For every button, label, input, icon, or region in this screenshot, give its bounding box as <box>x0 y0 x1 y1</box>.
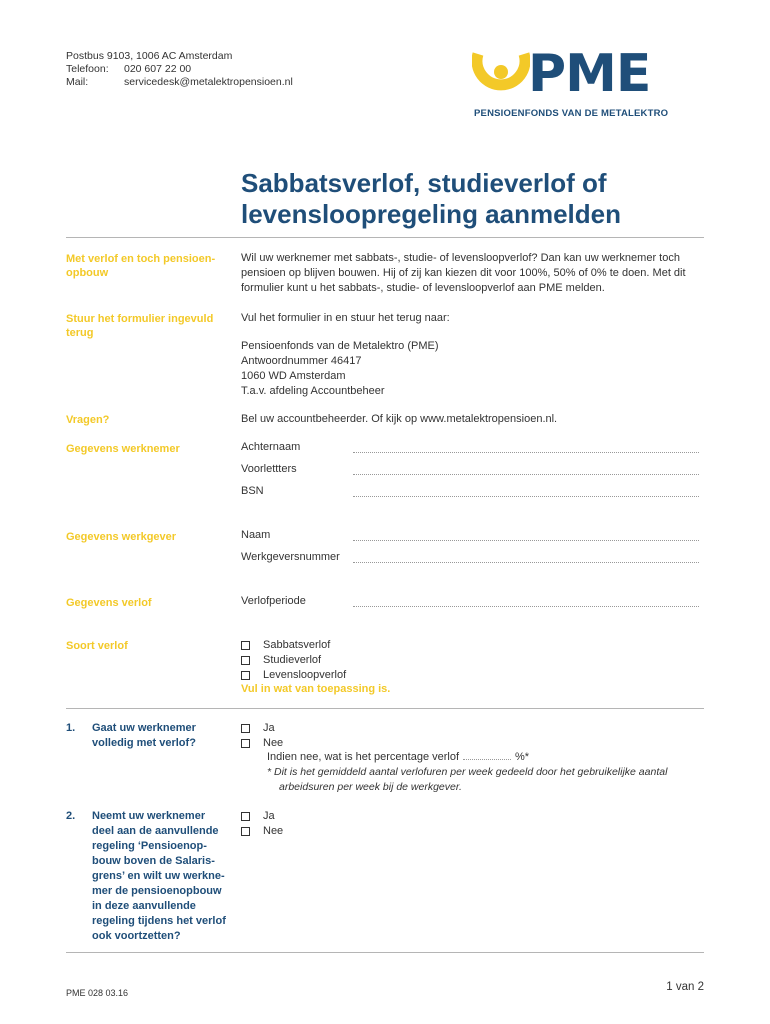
checkbox-box[interactable] <box>241 812 250 821</box>
address-line-1: Pensioenfonds van de Metalektro (PME) <box>241 340 439 352</box>
percentage-field[interactable] <box>267 751 529 763</box>
checkbox-label: Ja <box>263 722 275 734</box>
bsn-field[interactable] <box>241 485 699 501</box>
verlofperiode-input-line[interactable] <box>353 606 699 607</box>
question-2-number: 2. <box>66 810 76 822</box>
question-1-number: 1. <box>66 722 76 734</box>
logo-tagline: PENSIOENFONDS VAN DE METALEKTRO <box>474 108 669 119</box>
checkbox-box[interactable] <box>241 656 250 665</box>
leave-type-note: Vul in wat van toepassing is. <box>241 683 391 695</box>
footnote-line-1: * Dit is het gemiddeld aantal verlofuren per week gedeeld door het gebruikelijke aantal <box>267 766 668 778</box>
q2-option-no[interactable] <box>241 824 283 839</box>
voorletters-input-line[interactable] <box>353 474 699 475</box>
question-2-line: mer de pensioenopbouw <box>92 885 222 897</box>
address-line-2: Antwoordnummer 46417 <box>241 355 362 367</box>
question-2-line: in deze aanvullende <box>92 900 196 912</box>
mail-value: servicedesk@metalektropensioen.nl <box>124 76 293 88</box>
pme-logo-mark-icon <box>472 44 530 102</box>
question-2-line: bouw boven de Salaris- <box>92 855 215 867</box>
percentage-footnote <box>267 765 707 795</box>
mail-row <box>66 76 293 89</box>
address-line-3: 1060 WD Amsterdam <box>241 370 346 382</box>
return-instruction: Vul het formulier in en stuur het terug naar: <box>241 312 450 324</box>
percentage-suffix: %* <box>515 751 530 763</box>
checkbox-sabbatsverlof[interactable] <box>241 638 330 653</box>
contact-block <box>66 50 293 89</box>
werkgeversnummer-input-line[interactable] <box>353 562 699 563</box>
checkbox-label: Ja <box>263 810 275 822</box>
footnote-line-2: arbeidsuren per week bij de werkgever. <box>279 781 462 793</box>
percentage-prefix: Indien nee, wat is het percentage verlof <box>267 751 460 763</box>
verlofperiode-label: Verlofperiode <box>241 595 306 607</box>
question-2-line: Neemt uw werknemer <box>92 810 206 822</box>
checkbox-box[interactable] <box>241 671 250 680</box>
address-line-4: T.a.v. afdeling Accountbeheer <box>241 385 385 397</box>
verlofperiode-field[interactable] <box>241 595 699 611</box>
checkbox-label: Nee <box>263 737 284 749</box>
logo-wordmark: PME <box>528 44 651 104</box>
question-1-line-2: volledig met verlof? <box>92 737 196 749</box>
intro-text-line-2: pensioen op blijven bouwen. Hij of zij kan kiezen dit voor 100%, 50% of 0% te doen. Met dit <box>241 267 686 279</box>
section-label-verlof-line-1: Met verlof en toch pensioen- <box>66 253 216 265</box>
divider <box>66 952 704 953</box>
title-line-1: Sabbatsverlof, studieverlof of <box>241 168 607 198</box>
checkbox-box[interactable] <box>241 724 250 733</box>
question-1-text <box>92 721 237 751</box>
werkgeversnummer-label: Werkgeversnummer <box>241 551 340 563</box>
q1-option-no[interactable] <box>241 736 283 751</box>
section-label-return <box>66 312 226 340</box>
return-address <box>241 339 706 399</box>
checkbox-box[interactable] <box>241 641 250 650</box>
checkbox-box[interactable] <box>241 827 250 836</box>
question-2-line: regeling ‘Pensioenop- <box>92 840 207 852</box>
section-label-verlof-line-2: opbouw <box>66 267 109 279</box>
q1-option-yes[interactable] <box>241 721 275 736</box>
section-label-return-line-2: terug <box>66 327 94 339</box>
intro-text <box>241 251 706 296</box>
bsn-label: BSN <box>241 485 264 497</box>
section-label-employer: Gegevens werkgever <box>66 531 177 543</box>
divider <box>66 237 704 238</box>
question-2-line: ook voortzetten? <box>92 930 181 942</box>
checkbox-levensloopverlof[interactable] <box>241 668 346 683</box>
achternaam-input-line[interactable] <box>353 452 699 453</box>
naam-input-line[interactable] <box>353 540 699 541</box>
question-2-line: grens’ en wilt uw werkne- <box>92 870 225 882</box>
achternaam-field[interactable] <box>241 441 699 457</box>
pme-logo <box>472 44 682 122</box>
questions-text: Bel uw accountbeheerder. Of kijk op www.metalektropensioen.nl. <box>241 413 558 425</box>
page-number: 1 van 2 <box>666 981 704 993</box>
divider <box>66 708 704 709</box>
bsn-input-line[interactable] <box>353 496 699 497</box>
section-label-questions: Vragen? <box>66 414 110 426</box>
question-2-line: regeling tijdens het verlof <box>92 915 226 927</box>
q2-option-yes[interactable] <box>241 809 275 824</box>
title-line-2: levensloopregeling aanmelden <box>241 199 621 229</box>
checkbox-box[interactable] <box>241 739 250 748</box>
checkbox-label: Studieverlof <box>263 654 322 666</box>
percentage-input-line[interactable] <box>463 759 511 760</box>
checkbox-label: Sabbatsverlof <box>263 639 331 651</box>
phone-value: 020 607 22 00 <box>124 63 192 75</box>
werkgeversnummer-field[interactable] <box>241 551 699 567</box>
checkbox-studieverlof[interactable] <box>241 653 321 668</box>
naam-label: Naam <box>241 529 271 541</box>
phone-label: Telefoon: <box>66 63 109 75</box>
naam-field[interactable] <box>241 529 699 545</box>
postbus-address: Postbus 9103, 1006 AC Amsterdam <box>66 50 233 62</box>
section-label-verlof <box>66 252 226 280</box>
question-1-line-1: Gaat uw werknemer <box>92 722 196 734</box>
checkbox-label: Levensloopverlof <box>263 669 347 681</box>
page-title <box>241 168 701 230</box>
form-code: PME 028 03.16 <box>66 988 129 998</box>
voorletters-field[interactable] <box>241 463 699 479</box>
question-2-text <box>92 809 237 944</box>
intro-text-line-1: Wil uw werknemer met sabbats-, studie- of levensloopverlof? Dan kan uw werknemer toch <box>241 252 680 264</box>
section-label-leave-data: Gegevens verlof <box>66 597 152 609</box>
question-2-line: deel aan de aanvullende <box>92 825 219 837</box>
section-label-return-line-1: Stuur het formulier ingevuld <box>66 313 214 325</box>
intro-text-line-3: formulier kunt u het sabbats-, studie- of levensloopverlof aan PME melden. <box>241 282 605 294</box>
checkbox-label: Nee <box>263 825 284 837</box>
phone-row <box>66 63 293 76</box>
voorletters-label: Voorlettters <box>241 463 297 475</box>
mail-label: Mail: <box>66 76 89 88</box>
section-label-leave-type: Soort verlof <box>66 640 128 652</box>
achternaam-label: Achternaam <box>241 441 301 453</box>
section-label-employee: Gegevens werknemer <box>66 443 180 455</box>
